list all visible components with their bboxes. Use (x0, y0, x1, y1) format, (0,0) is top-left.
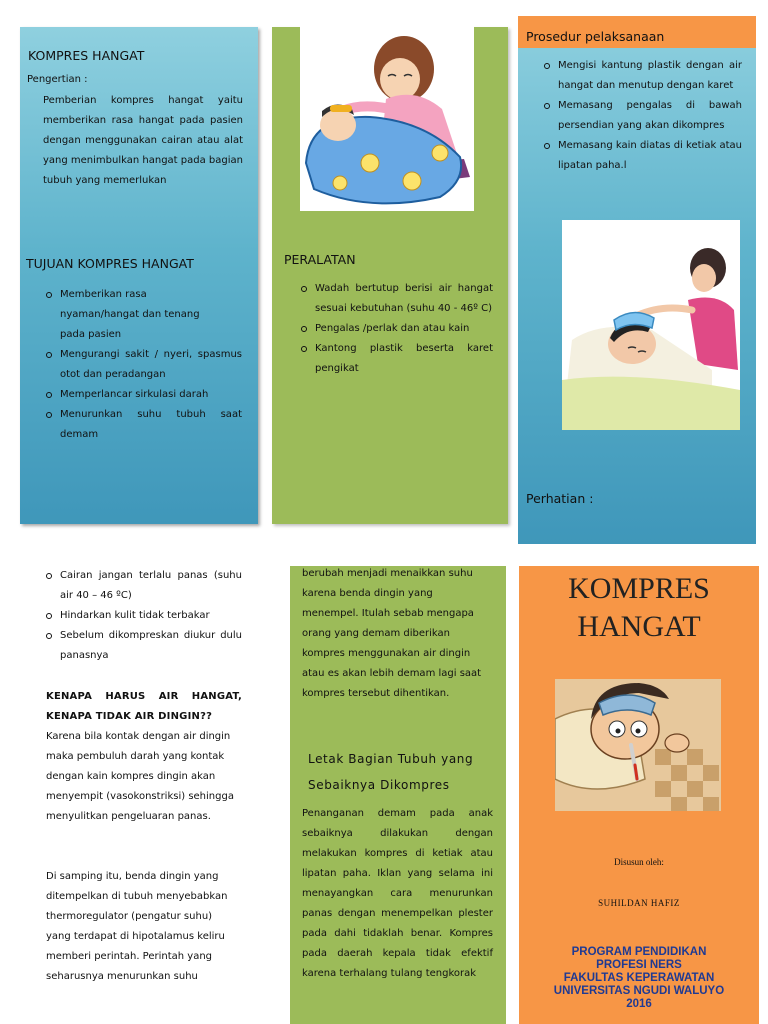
panel-title: KOMPRES HANGAT (28, 48, 145, 63)
procedure-list (542, 56, 742, 176)
list-item: Menurunkan suhu tubuh saat demam (44, 405, 242, 445)
institution-block (519, 946, 759, 1011)
list-item: Memasang kain diatas di ketiak atau lipatan paha.l (542, 136, 742, 176)
sick-boy-thermometer-illustration (555, 679, 721, 811)
institution-line: PROFESI NERS (596, 959, 682, 971)
attention-list (44, 566, 242, 666)
panel-procedure (518, 16, 756, 544)
mother-child-compress-illustration (300, 13, 474, 211)
nurse-compress-illustration (562, 220, 740, 430)
panel-equipment (272, 27, 508, 524)
list-item: Sebelum dikompreskan diukur dulu panasnya (44, 626, 242, 666)
author-name: SUHILDAN HAFIZ (598, 898, 680, 908)
equipment-title: PERALATAN (284, 252, 356, 267)
list-item: Kantong plastik beserta karet pengikat (299, 339, 493, 379)
location-title: Letak Bagian Tubuh yang Sebaiknya Dikompres (308, 752, 474, 792)
equipment-list (299, 279, 493, 379)
definition-label: Pengertian : (27, 74, 88, 85)
panel-compress-location (290, 566, 506, 1024)
institution-line: FAKULTAS KEPERAWATAN (563, 972, 715, 984)
definition-text: Pemberian kompres hangat yaitu memberikan rasa hangat pada pasien dengan menggunakan cairan atau alat yang menimbulkan hangat pada bagian tubuh yang memerlukan (43, 95, 243, 186)
institution-line: PROGRAM PENDIDIKAN (571, 946, 707, 958)
cover-title-line-2: HANGAT (577, 610, 701, 643)
question-heading: KENAPA HARUS AIR HANGAT, KENAPA TIDAK AIR DINGIN?? (46, 691, 242, 722)
attention-title: Perhatian : (526, 491, 594, 506)
panel-definition (20, 27, 258, 524)
purpose-title: TUJUAN KOMPRES HANGAT (26, 256, 194, 271)
list-item: Mengurangi sakit / nyeri, spasmus otot dan peradangan (44, 345, 242, 385)
list-item: Pengalas /perlak dan atau kain (299, 319, 493, 339)
list-item: Wadah bertutup berisi air hangat sesuai kebutuhan (suhu 40 - 46º C) (299, 279, 493, 319)
list-item: Memberikan rasa nyaman/hangat dan tenang pada pasien (44, 285, 242, 345)
procedure-title: Prosedur pelaksanaan (526, 29, 665, 44)
prepared-by-label: Disusun oleh: (614, 857, 664, 867)
panel-attention-continued (28, 560, 246, 1024)
continued-text: berubah menjadi menaikkan suhu karena benda dingin yang menempel. Itulah sebab mengapa orang yang demam diberikan kompres menggunakan air dingin atau es akan lebih demam lagi saat kompres tersebut dihentikan. (302, 568, 482, 699)
cover-panel (519, 566, 759, 1024)
institution-line: UNIVERSITAS NGUDI WALUYO (553, 985, 725, 997)
list-item: Cairan jangan terlalu panas (suhu air 40 – 46 ºC) (44, 566, 242, 606)
cover-title-line-1: KOMPRES (568, 572, 710, 605)
list-item: Hindarkan kulit tidak terbakar (44, 606, 242, 626)
list-item: Memasang pengalas di bawah persendian yang akan dikompres (542, 96, 742, 136)
cover-title (519, 570, 759, 646)
purpose-list (44, 285, 242, 445)
list-item: Mengisi kantung plastik dengan air hangat dan menutup dengan karet (542, 56, 742, 96)
answer-paragraph-1: Karena bila kontak dengan air dingin maka pembuluh darah yang kontak dengan kain kompres dingin akan menyempit (vasokonstriksi) sehingga menyulitkan pengeluaran panas. (46, 731, 234, 822)
answer-paragraph-2: Di samping itu, benda dingin yang ditempelkan di tubuh menyebabkan thermoregulator (pengatur suhu) yang terdapat di hipotalamus keliru memberi perintah. Perintah yang seharusnya menurunkan suhu (46, 871, 228, 982)
list-item: Memperlancar sirkulasi darah (44, 385, 242, 405)
institution-line: 2016 (626, 998, 652, 1010)
location-text: Penanganan demam pada anak sebaiknya dilakukan dengan melakukan kompres di ketiak atau lipatan paha. Iklan yang selama ini menayangkan cara menurunkan panas dengan menempelkan plester pada dahi tidaklah benar. Kompres pada daerah kepala tidak efektif karena terhalang tulang tengkorak (302, 808, 493, 979)
